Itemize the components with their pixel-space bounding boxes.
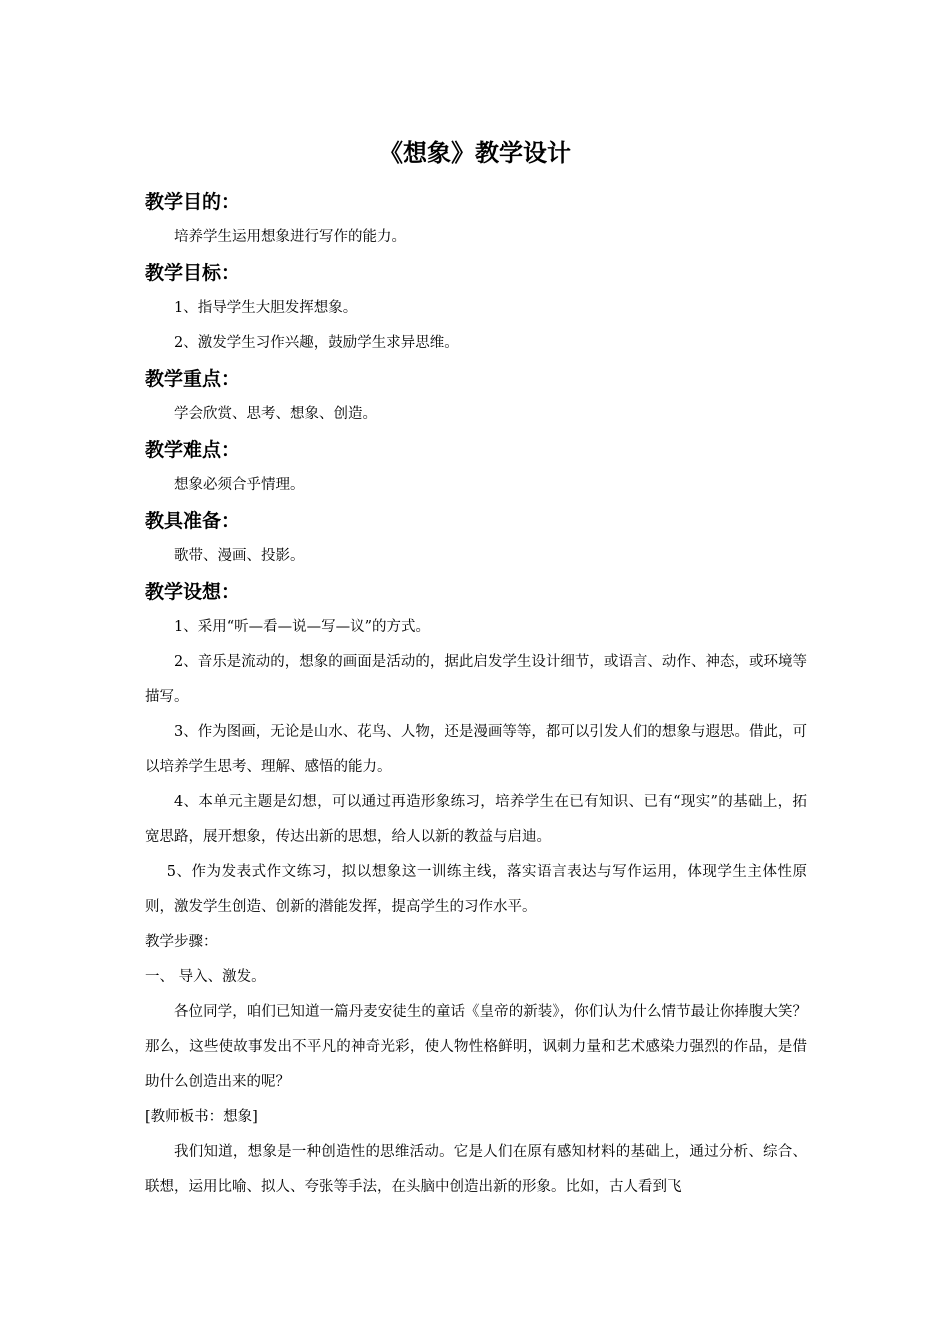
heading-difficulty: 教学难点： <box>145 439 241 461</box>
document-body <box>145 184 807 1205</box>
steps-heading: 教学步骤： <box>145 934 218 950</box>
board-note: [教师板书：想象] <box>145 1109 258 1125</box>
idea-item: 2、音乐是流动的，想象的画面是活动的，据此启发学生设计细节，或语言、动作、神态，或环境等描写。 <box>145 654 807 705</box>
step-1-heading: 一、 导入、激发。 <box>145 969 266 985</box>
idea-item: 3、作为图画，无论是山水、花鸟、人物，还是漫画等等，都可以引发人们的想象与遐思。借此，可以培养学生思考、理解、感悟的能力。 <box>145 724 807 775</box>
goal-item: 2、激发学生习作兴趣，鼓励学生求异思维。 <box>174 335 459 351</box>
idea-item: 5、作为发表式作文练习，拟以想象这一训练主线，落实语言表达与写作运用，体现学生主体性原则，激发学生创造、创新的潜能发挥，提高学生的习作水平。 <box>145 864 807 915</box>
heading-key-point: 教学重点： <box>145 368 241 390</box>
heading-materials: 教具准备： <box>145 510 241 532</box>
key-point-text: 学会欣赏、思考、想象、创造。 <box>174 406 377 422</box>
step-1-paragraph: 各位同学，咱们已知道一篇丹麦安徒生的童话《皇帝的新装》，你们认为什么情节最让你捧腹大笑？那么，这些使故事发出不平凡的神奇光彩，使人物性格鲜明，讽刺力量和艺术感染力强烈的作品，是借助什么创造出来的呢？ <box>145 1004 807 1090</box>
purpose-text: 培养学生运用想象进行写作的能力。 <box>174 229 406 245</box>
heading-purpose: 教学目的： <box>145 191 241 213</box>
idea-item: 1、采用“听—看—说—写—议”的方式。 <box>174 619 431 635</box>
goal-item: 1、指导学生大胆发挥想象。 <box>174 300 358 316</box>
materials-text: 歌带、漫画、投影。 <box>174 548 305 564</box>
heading-ideas: 教学设想： <box>145 581 241 603</box>
step-1-paragraph-2: 我们知道，想象是一种创造性的思维活动。它是人们在原有感知材料的基础上，通过分析、综合、联想，运用比喻、拟人、夸张等手法，在头脑中创造出新的形象。比如，古人看到飞 <box>145 1144 807 1195</box>
idea-item: 4、本单元主题是幻想，可以通过再造形象练习，培养学生在已有知识、已有“现实”的基础上，拓宽思路，展开想象，传达出新的思想，给人以新的教益与启迪。 <box>145 794 807 845</box>
document-title: 《想象》教学设计 <box>379 139 571 167</box>
heading-goals: 教学目标： <box>145 262 241 284</box>
difficulty-text: 想象必须合乎情理。 <box>174 477 305 493</box>
